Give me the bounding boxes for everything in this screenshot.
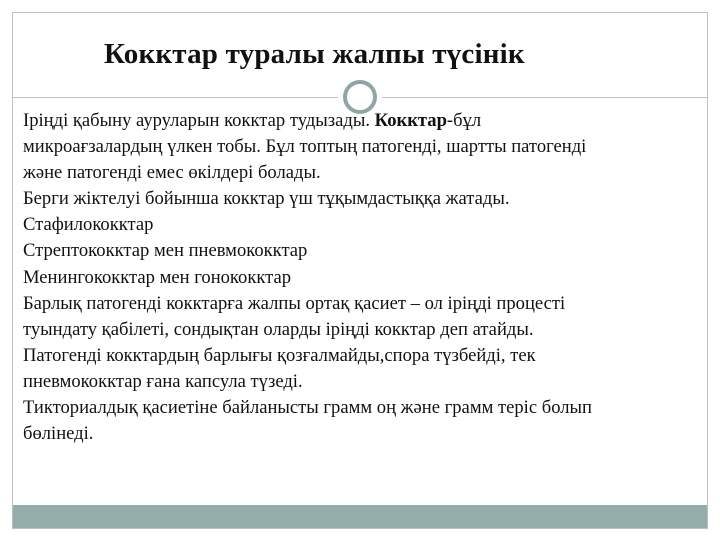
body-line: Берги жіктелуі бойынша кокктар үш тұқымдастыққа жатады. [23,188,510,210]
body-line: бөлінеді. [23,423,94,445]
body-line: Стафилококктар [23,214,154,236]
intro-lead: Іріңді қабыну ауруларын кокктар тудызады. [23,110,375,131]
slide-title: Кокктар туралы жалпы түсінік [104,38,525,70]
body-line: микроағзалардың үлкен тобы. Бұл топтың патогенді, шартты патогенді [23,136,587,158]
body-line: туындату қабілеті, сондықтан оларды іріңді кокктар деп атайды. [23,318,534,340]
body-line: Менингококктар мен гонококктар [23,266,292,288]
body-line-intro [23,108,699,134]
slide-body [23,108,699,447]
body-line: және патогенді емес өкілдері болады. [23,162,321,184]
body-line: Барлық патогенді кокктарға жалпы ортақ қасиет – ол іріңді процесті [23,292,566,314]
body-line: пневмококктар ғана капсула түзеді. [23,370,303,392]
footer-bar [13,505,707,528]
intro-rest: -бұл [446,110,482,131]
body-line: Стрептококктар мен пневмококктар [23,240,308,262]
body-line: Тикториалдық қасиетіне байланысты грамм оң және грамм теріс болып [23,397,592,419]
intro-bold-term: Кокктар [374,110,447,131]
body-line: Патогенді кокктардың барлығы қозғалмайды,спора түзбейді, тек [23,344,536,366]
